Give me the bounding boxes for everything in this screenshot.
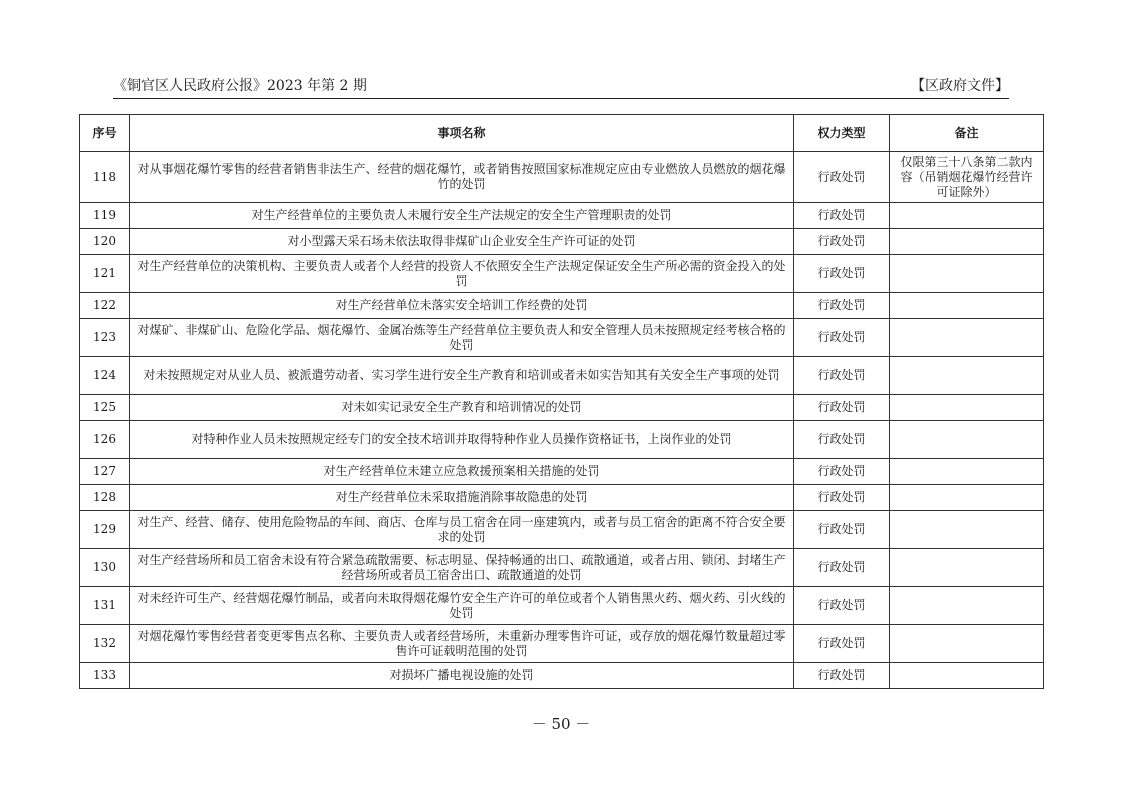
table-row (80, 357, 1044, 395)
power-type: 行政处罚 (794, 485, 890, 511)
power-type: 行政处罚 (794, 357, 890, 395)
item-name: 对未经许可生产、经营烟花爆竹制品，或者向未取得烟花爆竹安全生产许可的单位或者个人销售黑火药、烟火药、引火线的处罚 (130, 587, 794, 625)
row-number: 121 (80, 255, 130, 293)
gazette-title: 《铜官区人民政府公报》2023 年第 2 期 (113, 78, 367, 94)
item-name: 对生产经营单位的决策机构、主要负责人或者个人经营的投资人不依照安全生产法规定保证安全生产所必需的资金投入的处罚 (130, 255, 794, 293)
remark (890, 229, 1044, 255)
table-row (80, 459, 1044, 485)
row-number: 130 (80, 549, 130, 587)
table-row (80, 511, 1044, 549)
remark (890, 255, 1044, 293)
remark (890, 203, 1044, 229)
row-number: 131 (80, 587, 130, 625)
remark (890, 549, 1044, 587)
row-number: 133 (80, 663, 130, 689)
table-row (80, 319, 1044, 357)
power-type: 行政处罚 (794, 587, 890, 625)
power-type: 行政处罚 (794, 421, 890, 459)
table-row (80, 395, 1044, 421)
power-type: 行政处罚 (794, 459, 890, 485)
power-type: 行政处罚 (794, 293, 890, 319)
item-name: 对生产经营单位的主要负责人未履行安全生产法规定的安全生产管理职责的处罚 (130, 203, 794, 229)
table-row (80, 152, 1044, 203)
table-row (80, 255, 1044, 293)
page-number: － 50 － (531, 715, 591, 733)
remark (890, 293, 1044, 319)
power-type: 行政处罚 (794, 152, 890, 203)
remark (890, 587, 1044, 625)
row-number: 127 (80, 459, 130, 485)
item-name: 对生产经营单位未采取措施消除事故隐患的处罚 (130, 485, 794, 511)
item-name: 对生产经营场所和员工宿舍未设有符合紧急疏散需要、标志明显、保持畅通的出口、疏散通道，或者占用、锁闭、封堵生产经营场所或者员工宿舍出口、疏散通道的处罚 (130, 549, 794, 587)
remark (890, 663, 1044, 689)
item-name: 对生产经营单位未建立应急救援预案相关措施的处罚 (130, 459, 794, 485)
power-type: 行政处罚 (794, 625, 890, 663)
remark (890, 485, 1044, 511)
table-row (80, 587, 1044, 625)
table-row (80, 421, 1044, 459)
remark (890, 511, 1044, 549)
remark: 仅限第三十八条第二款内容（吊销烟花爆竹经营许可证除外） (890, 152, 1044, 203)
row-number: 124 (80, 357, 130, 395)
row-number: 119 (80, 203, 130, 229)
row-number: 125 (80, 395, 130, 421)
remark (890, 357, 1044, 395)
power-type: 行政处罚 (794, 549, 890, 587)
table-header-row (80, 115, 1044, 152)
row-number: 129 (80, 511, 130, 549)
remark (890, 319, 1044, 357)
power-type: 行政处罚 (794, 255, 890, 293)
item-name: 对小型露天采石场未依法取得非煤矿山企业安全生产许可证的处罚 (130, 229, 794, 255)
item-name: 对生产经营单位未落实安全培训工作经费的处罚 (130, 293, 794, 319)
power-list-table (79, 114, 1044, 689)
column-header-name: 事项名称 (130, 115, 794, 152)
item-name: 对从事烟花爆竹零售的经营者销售非法生产、经营的烟花爆竹，或者销售按照国家标准规定应由专业燃放人员燃放的烟花爆竹的处罚 (130, 152, 794, 203)
row-number: 128 (80, 485, 130, 511)
power-type: 行政处罚 (794, 663, 890, 689)
power-type: 行政处罚 (794, 203, 890, 229)
table-row (80, 293, 1044, 319)
column-header-type: 权力类型 (794, 115, 890, 152)
remark (890, 625, 1044, 663)
remark (890, 421, 1044, 459)
column-header-note: 备注 (890, 115, 1044, 152)
power-type: 行政处罚 (794, 511, 890, 549)
item-name: 对损坏广播电视设施的处罚 (130, 663, 794, 689)
item-name: 对特种作业人员未按照规定经专门的安全技术培训并取得特种作业人员操作资格证书，上岗作业的处罚 (130, 421, 794, 459)
item-name: 对未如实记录安全生产教育和培训情况的处罚 (130, 395, 794, 421)
row-number: 132 (80, 625, 130, 663)
row-number: 123 (80, 319, 130, 357)
remark (890, 459, 1044, 485)
table-row (80, 485, 1044, 511)
table-row (80, 203, 1044, 229)
power-type: 行政处罚 (794, 319, 890, 357)
table-row (80, 663, 1044, 689)
row-number: 118 (80, 152, 130, 203)
row-number: 120 (80, 229, 130, 255)
power-type: 行政处罚 (794, 395, 890, 421)
item-name: 对煤矿、非煤矿山、危险化学品、烟花爆竹、金属冶炼等生产经营单位主要负责人和安全管理人员未按照规定经考核合格的处罚 (130, 319, 794, 357)
item-name: 对烟花爆竹零售经营者变更零售点名称、主要负责人或者经营场所，未重新办理零售许可证，或存放的烟花爆竹数量超过零售许可证载明范围的处罚 (130, 625, 794, 663)
table-row (80, 549, 1044, 587)
item-name: 对未按照规定对从业人员、被派遣劳动者、实习学生进行安全生产教育和培训或者未如实告知其有关安全生产事项的处罚 (130, 357, 794, 395)
page-header (113, 76, 1009, 99)
row-number: 122 (80, 293, 130, 319)
remark (890, 395, 1044, 421)
section-label: 【区政府文件】 (911, 78, 1009, 94)
row-number: 126 (80, 421, 130, 459)
column-header-no: 序号 (80, 115, 130, 152)
item-name: 对生产、经营、储存、使用危险物品的车间、商店、仓库与员工宿舍在同一座建筑内，或者与员工宿舍的距离不符合安全要求的处罚 (130, 511, 794, 549)
table-row (80, 229, 1044, 255)
power-type: 行政处罚 (794, 229, 890, 255)
table-row (80, 625, 1044, 663)
